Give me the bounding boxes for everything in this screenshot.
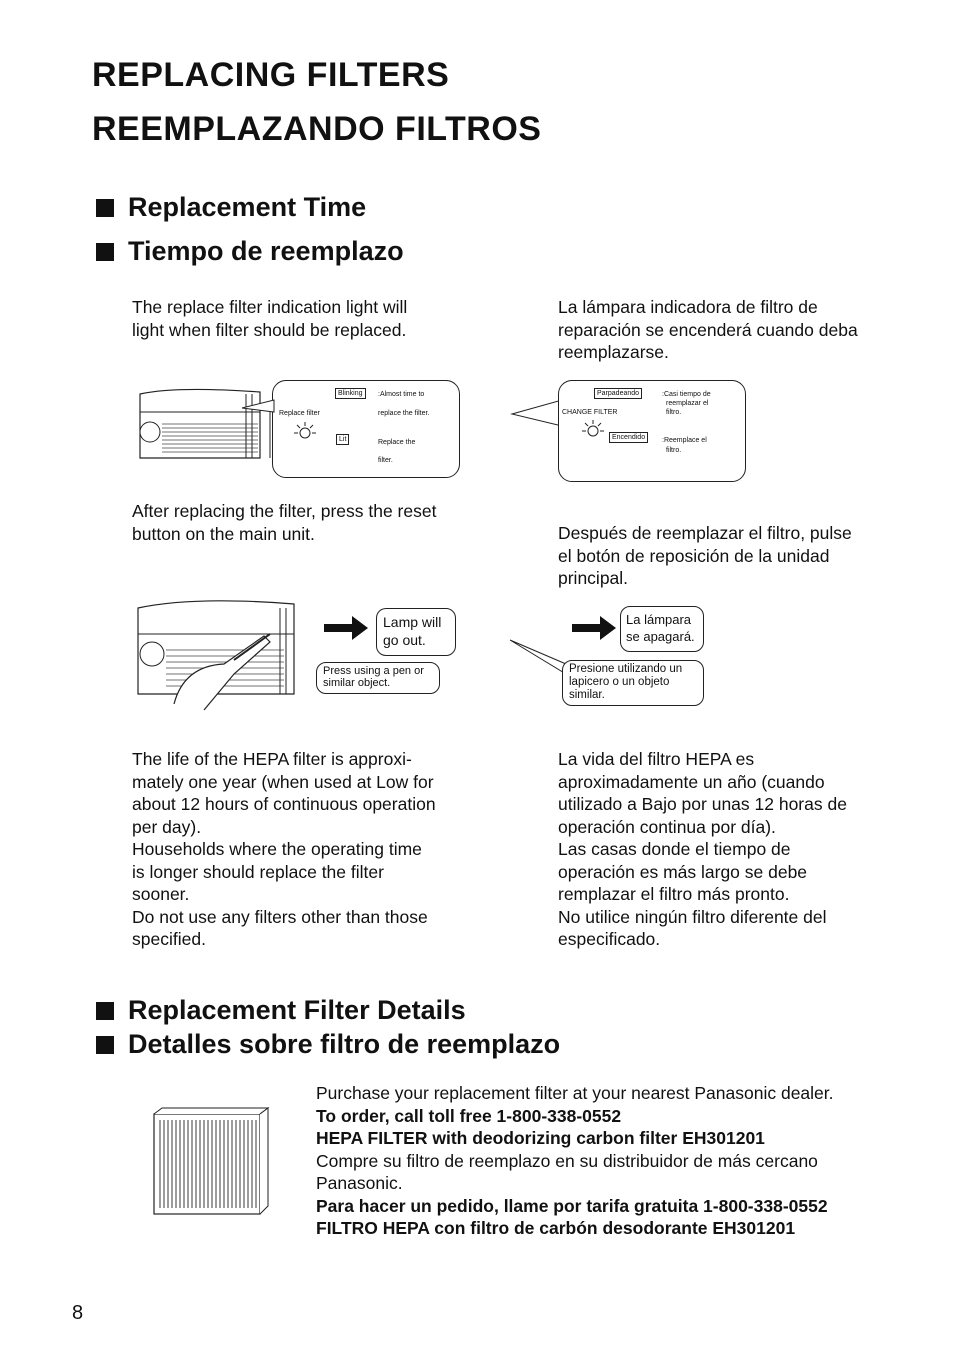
blinking-label: Blinking — [335, 388, 366, 399]
reemplace-text: :Reemplace el — [662, 437, 707, 444]
casi-text: :Casi tiempo de — [662, 391, 711, 398]
filtro-text: filtro. — [666, 409, 682, 416]
toll-free-text-es: Para hacer un pedido, llame por tarifa gratuita 1-800-338-0552 — [316, 1195, 828, 1216]
intro-text-es: La lámpara indicadora de filtro de reparación se encenderá cuando deba reemplazarse. — [558, 297, 858, 362]
life-text-en: The life of the HEPA filter is approxi- mately one year (when used at Low for about 12 hours of continuous operation per day). Households where the operating time is longer should replace the filter sooner. Do not use any filters other than those specified. — [132, 749, 436, 949]
filter-model-es: FILTRO HEPA con filtro de carbón desodorante EH301201 — [316, 1218, 796, 1238]
lamp-callout-en — [376, 608, 456, 656]
section-heading-tiempo: Tiempo de reemplazo — [96, 238, 404, 265]
life-text-es: La vida del filtro HEPA es aproximadamente un año (cuando utilizado a Bajo por unas 12 horas de operación continua por día). Las casas donde el tiempo de operación es más largo se debe remplazar el filtro más pronto. No utilice ningún filtro diferente del especificado. — [558, 749, 847, 949]
replace-filter-label: Replace filter — [279, 410, 320, 417]
change-filter-label: CHANGE FILTER — [562, 409, 618, 416]
lamp-text-es: La lámpara se apagará. — [626, 612, 695, 644]
bullet-square-icon — [96, 243, 114, 261]
bullet-square-icon — [96, 199, 114, 217]
press-text: Press using a pen or similar object. — [323, 665, 424, 689]
purchase-text-en: Purchase your replacement filter at your nearest Panasonic dealer. — [316, 1083, 834, 1103]
bullet-square-icon — [96, 1002, 114, 1020]
callout-pointer — [242, 398, 282, 418]
filter-details-block — [316, 1082, 936, 1240]
lamp-text: Lamp will go out. — [383, 614, 442, 648]
filtro2-text: filtro. — [666, 447, 682, 454]
almost-time-text: :Almost time to — [378, 391, 425, 398]
intro-text-en: The replace filter indication light will light when filter should be replaced. — [132, 297, 408, 340]
press-text-es: Presione utilizando un lapicero o un objeto similar. — [569, 663, 683, 701]
reemplazar-text: reemplazar el — [666, 400, 709, 407]
press-callout-es — [562, 660, 704, 706]
lit-label: Lit — [336, 434, 349, 445]
press-callout-en — [316, 662, 440, 694]
filter-model-en: HEPA FILTER with deodorizing carbon filter EH301201 — [316, 1128, 765, 1148]
page-title: REPLACING FILTERS — [92, 56, 450, 94]
air-purifier-illustration — [136, 384, 276, 464]
encendido-label: Encendido — [609, 432, 648, 443]
replace-the-filter-text: replace the filter. — [378, 410, 430, 417]
bullet-square-icon — [96, 1036, 114, 1054]
arrow-right-icon — [324, 614, 370, 642]
after-text-en: After replacing the filter, press the reset button on the main unit. — [132, 501, 437, 544]
page-number: 8 — [72, 1302, 84, 1324]
reset-button-illustration — [134, 594, 314, 714]
section-heading-detalles: Detalles sobre filtro de reemplazo — [96, 1031, 560, 1058]
callout-pointer-es — [510, 640, 570, 676]
arrow-right-icon — [572, 614, 618, 642]
parpadeando-label: Parpadeando — [594, 388, 642, 399]
toll-free-text-en: To order, call toll free 1-800-338-0552 — [316, 1105, 622, 1126]
hepa-filter-illustration — [150, 1106, 272, 1216]
replace-the-text: Replace the — [378, 439, 416, 446]
purchase-text-es: Compre su filtro de reemplazo en su distribuidor de más cercano Panasonic. — [316, 1150, 818, 1193]
filter-text: filter. — [378, 457, 393, 464]
indicator-light-icon — [578, 418, 608, 444]
indicator-light-icon — [290, 420, 320, 446]
section-heading-filter-details: Replacement Filter Details — [96, 997, 466, 1024]
lamp-callout-es — [620, 606, 704, 652]
section-heading-replacement-time: Replacement Time — [96, 194, 366, 221]
after-text-es: Después de reemplazar el filtro, pulse el botón de reposición de la unidad principal. — [558, 523, 852, 588]
page-title-spanish: REEMPLAZANDO FILTROS — [92, 110, 542, 148]
